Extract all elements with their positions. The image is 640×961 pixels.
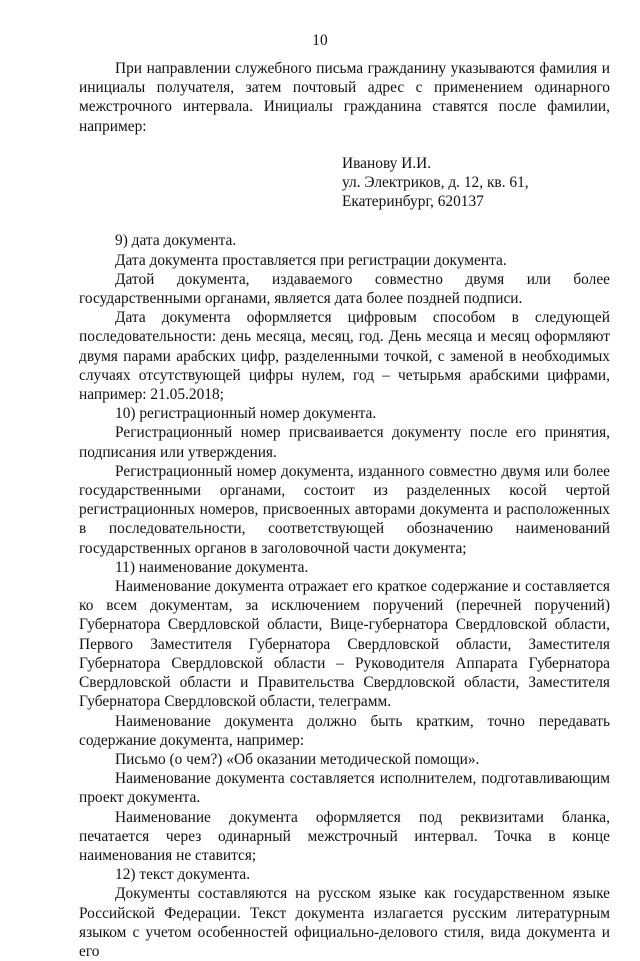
address-city: Екатеринбург, 620137 — [342, 193, 484, 211]
paragraph: Дата документа оформляется цифровым способом в следующей последовательности: день месяца, месяц, год. День месяца и месяц оформляют двумя парами арабских цифр, разделенными точкой, с заменой в необходимых случаях отсутствующей цифры нулем, год – четырьмя арабскими цифрами, например: 21.05.2018; — [79, 309, 610, 404]
address-street: ул. Электриков, д. 12, кв. 61, — [342, 174, 529, 192]
paragraph: Наименование документа оформляется под реквизитами бланка, печатается через одинарный межстрочный интервал. Точка в конце наименования не ставится; — [79, 808, 610, 864]
list-item-heading: 12) текст документа. — [115, 866, 251, 884]
paragraph: Дата документа проставляется при регистрации документа. — [115, 251, 507, 269]
paragraph: Регистрационный номер документа, изданного совместно двумя или более государственными органами, состоит из разделенных косой чертой регистрационных номеров, присвоенных авторами документа и расположенных в последовательности, соответствующей обозначению наименований государственных органов в заголовочной части документа; — [79, 462, 610, 557]
document-body — [79, 59, 610, 961]
paragraph: Наименование документа отражает его краткое содержание и составляется ко всем документам, за исключением поручений (перечней поручений) Губернатора Свердловской области, Вице-губернатора Свердловской области, Первого Заместителя Губернатора Свердловской области, Заместителя Губернатора Свердловской области – Руководителя Аппарата Губернатора Свердловской области и Правительства Свердловской области, Заместителя Губернатора Свердловской области, телеграмм. — [79, 578, 610, 711]
address-block — [342, 154, 610, 212]
paragraph: При направлении служебного письма гражданину указываются фамилия и инициалы получателя, затем почтовый адрес с применением одинарного межстрочного интервала. Инициалы гражданина ставятся после фамилии, например: — [79, 60, 610, 135]
paragraph: Датой документа, издаваемого совместно двумя или более государственными органами, является дата более поздней подписи. — [79, 270, 610, 308]
page-number: 10 — [312, 32, 328, 49]
paragraph: Регистрационный номер присваивается документу после его принятия, подписания или утверждения. — [79, 424, 610, 461]
address-recipient: Иванову И.И. — [342, 154, 432, 172]
paragraph: Наименование документа должно быть кратким, точно передавать содержание документа, например: — [79, 712, 610, 749]
paragraph: Наименование документа составляется исполнителем, подготавливающим проект документа. — [79, 770, 610, 807]
example-line: Письмо (о чем?) «Об оказании методической помощи». — [115, 750, 480, 768]
paragraph: Документы составляются на русском языке как государственном языке Российской Федерации. Текст документа излагается русским литературным языком с учетом особенностей официально-делового стиля, вида документа и его — [79, 885, 610, 960]
list-item-heading: 11) наименование документа. — [115, 558, 309, 576]
list-item-heading: 9) дата документа. — [115, 232, 237, 250]
list-item-heading: 10) регистрационный номер документа. — [115, 405, 377, 423]
